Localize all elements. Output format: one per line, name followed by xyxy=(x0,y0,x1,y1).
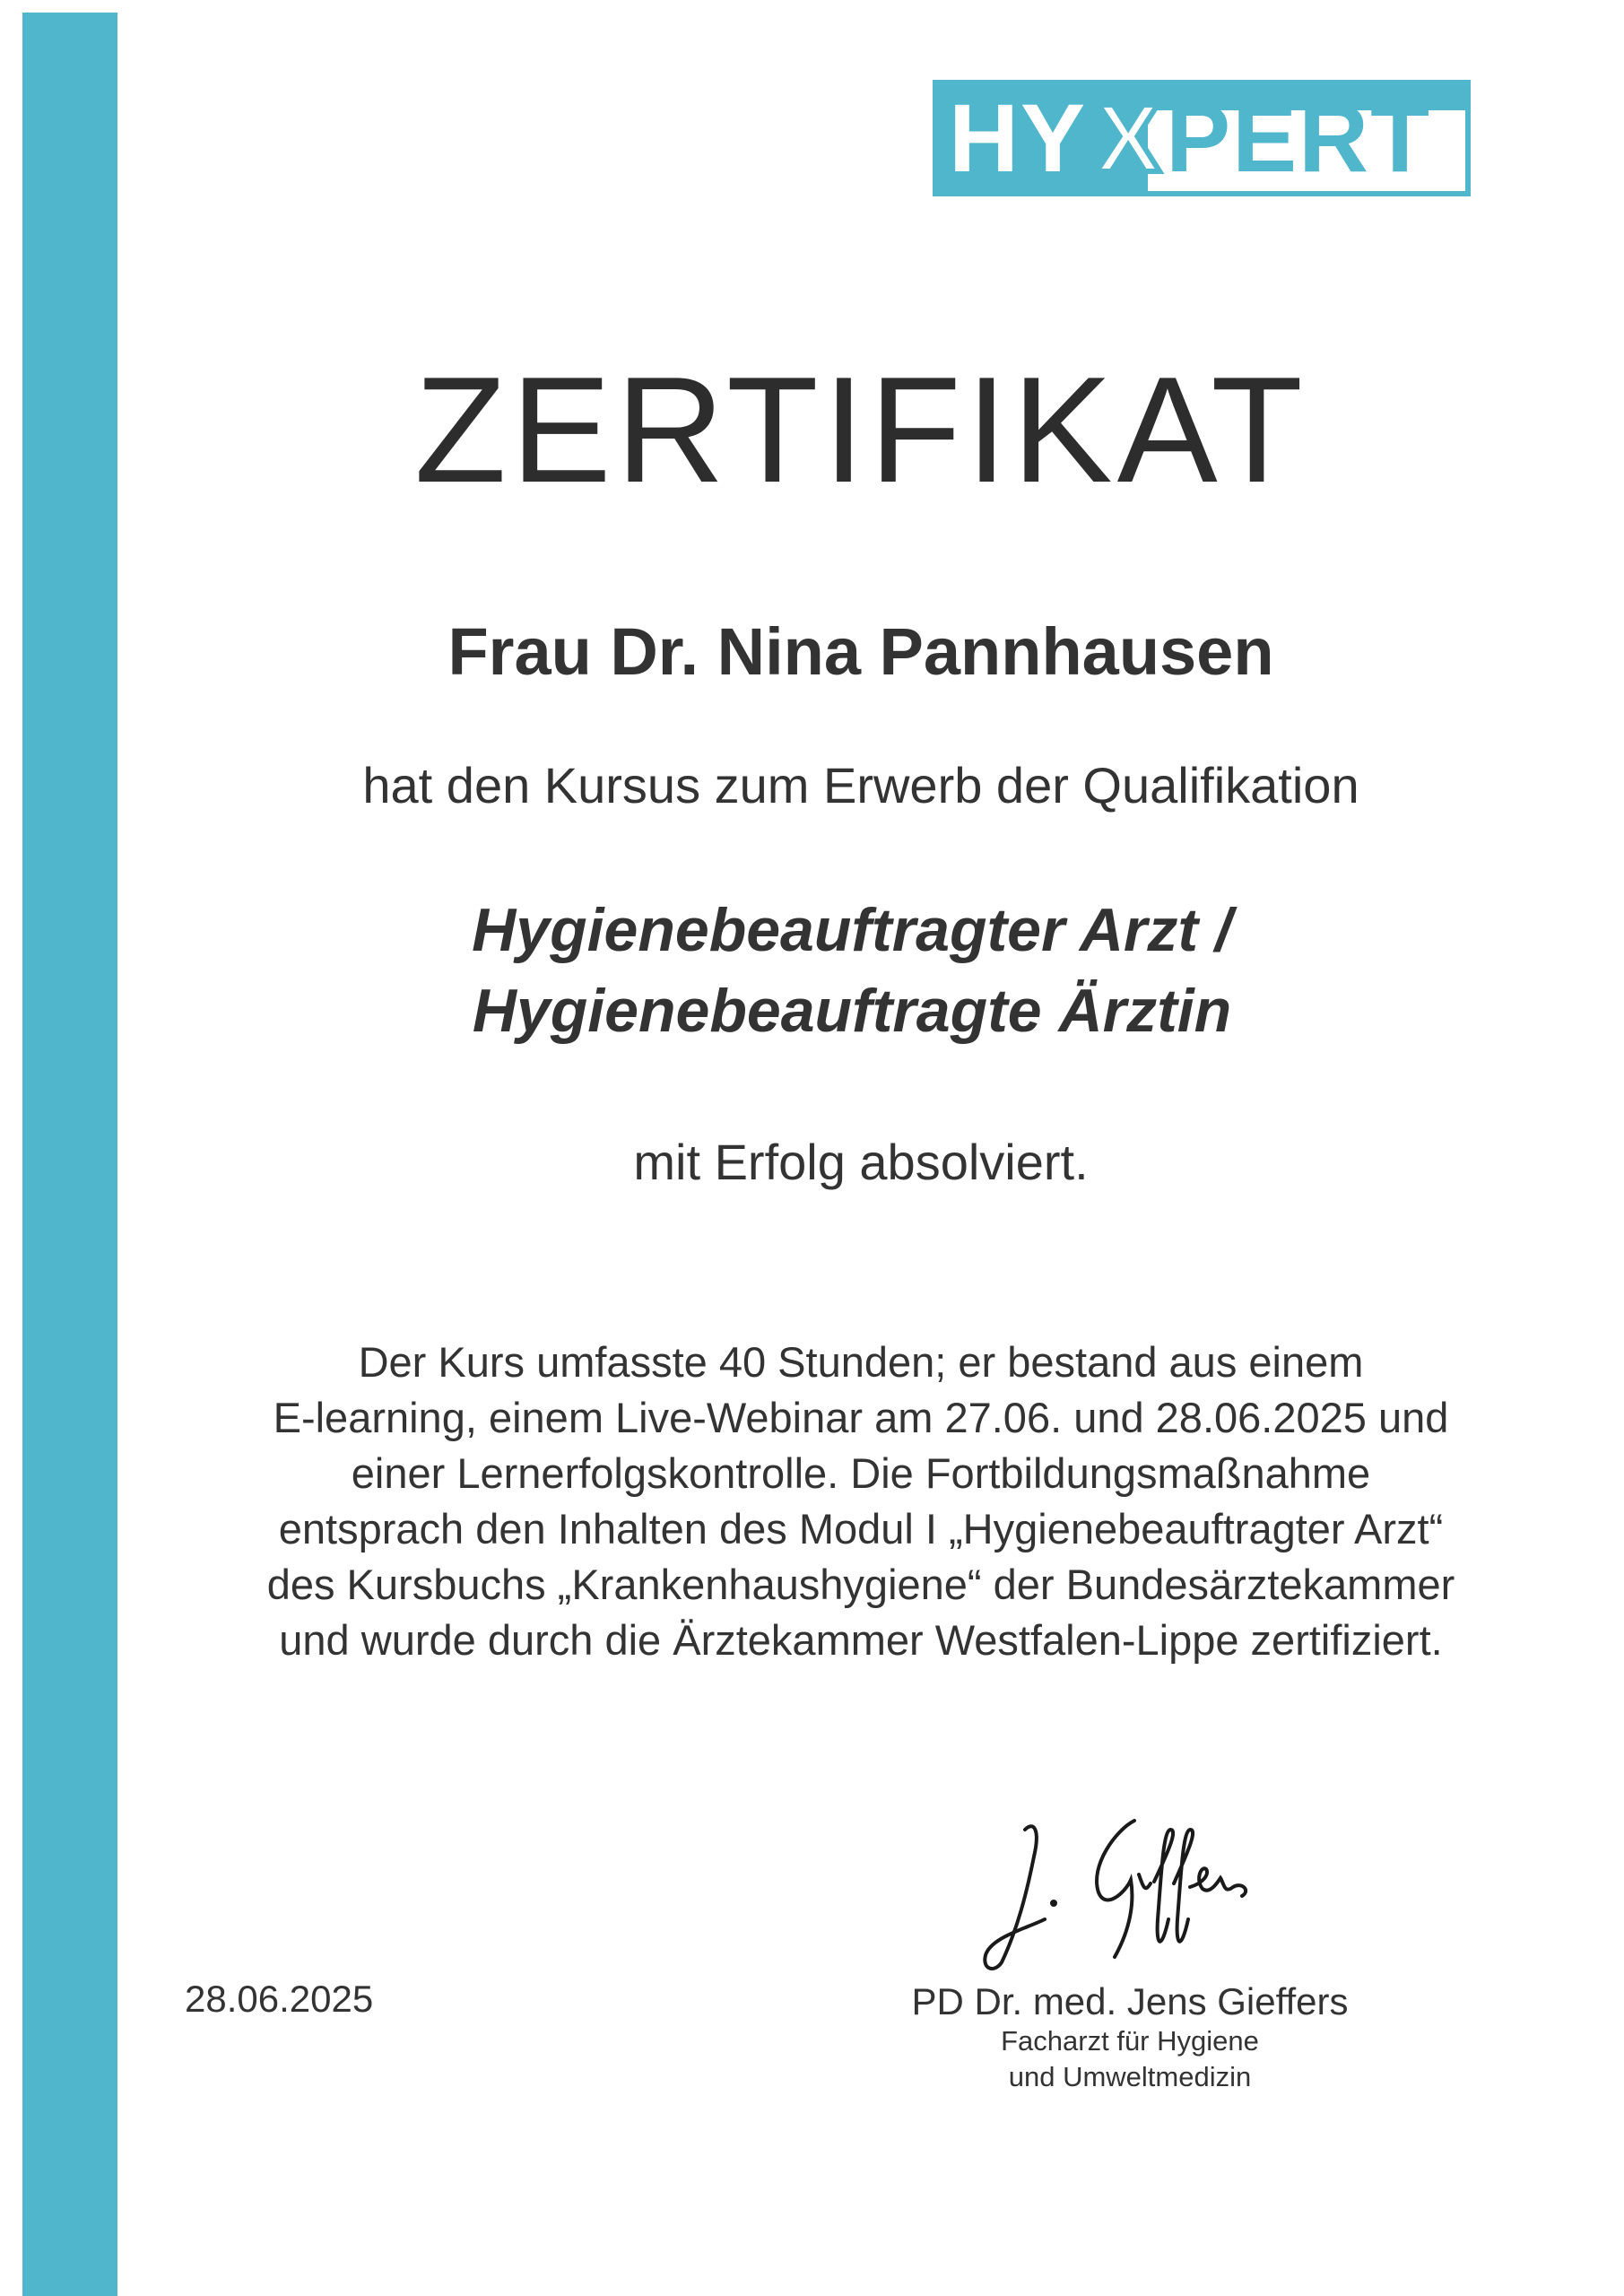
qualification-line-2: Hygienebeauftragte Ärztin xyxy=(472,977,1232,1045)
course-description-line: einer Lernerfolgskontrolle. Die Fortbildungsmaßnahme xyxy=(351,1449,1371,1497)
side-color-band xyxy=(22,13,117,2296)
hyxpert-logo xyxy=(933,80,1471,196)
logo-wordmark xyxy=(933,80,1471,196)
course-description-line: E-learning, einem Live-Webinar am 27.06. und 28.06.2025 und xyxy=(273,1394,1449,1441)
logo-text-pert: PERT xyxy=(1166,83,1432,192)
course-description-line: entsprach den Inhalten des Modul I „Hygienebeauftragter Arzt“ xyxy=(278,1505,1444,1552)
success-text: mit Erfolg absolviert. xyxy=(633,1134,1089,1190)
course-description xyxy=(170,1335,1551,1668)
intro-text: hat den Kursus zum Erwerb der Qualifikation xyxy=(362,757,1359,813)
logo-text-x: X xyxy=(1096,83,1163,192)
course-description-line: des Kursbuchs „Krankenhaushygiene“ der Bundesärztekammer xyxy=(266,1561,1455,1608)
handwritten-signature xyxy=(955,1794,1278,1973)
certificate-title: ZERTIFIKAT xyxy=(414,345,1307,514)
logo-text-hy: HY xyxy=(949,83,1088,192)
recipient-name: Frau Dr. Nina Pannhausen xyxy=(447,614,1274,689)
signer-name: PD Dr. med. Jens Gieffers xyxy=(911,1980,1349,2022)
signer-title-line-2: und Umweltmedizin xyxy=(1008,2061,1252,2093)
qualification-line-1: Hygienebeauftragter Arzt / xyxy=(472,896,1232,964)
signer-title-line-1: Facharzt für Hygiene xyxy=(1001,2025,1259,2057)
qualification-title xyxy=(170,890,1551,1051)
course-description-line: Der Kurs umfasste 40 Stunden; er bestand aus einem xyxy=(358,1338,1364,1386)
issue-date: 28.06.2025 xyxy=(185,1978,374,2020)
signer-block xyxy=(879,1980,1381,2095)
course-description-line: und wurde durch die Ärztekammer Westfalen-Lippe zertifiziert. xyxy=(279,1616,1443,1664)
